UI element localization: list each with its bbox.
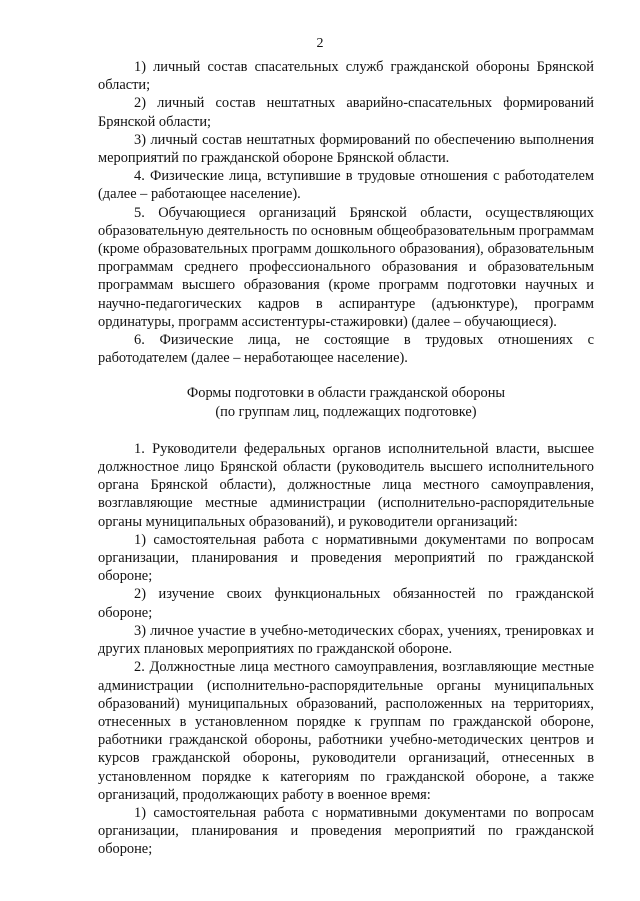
document-body: [98, 58, 594, 859]
section-heading-line2: (по группам лиц, подлежащих подготовке): [215, 403, 477, 420]
paragraph-study-duties: 2) изучение своих функциональных обязанностей по гражданской обороне;: [98, 586, 594, 621]
section-heading-line1: Формы подготовки в области гражданской обороны: [186, 385, 506, 402]
paragraph-nonworking-population: 6. Физические лица, не состоящие в трудовых отношениях с работодателем (далее – неработающее население).: [98, 332, 594, 367]
paragraph-participation: 3) личное участие в учебно-методических сборах, учениях, тренировках и других плановых мероприятиях по гражданской обороне.: [98, 622, 594, 658]
paragraph-self-study-docs-2: 1) самостоятельная работа с нормативными документами по вопросам организации, планирования и проведения мероприятий по гражданской обороне;: [98, 804, 594, 858]
page-number: 2: [316, 36, 324, 51]
paragraph-local-officials: 2. Должностные лица местного самоуправления, возглавляющие местные администрации (исполнительно-распорядительные органы муниципальных образований) муниципальных образований, расположенных на территориях, отнесенных в установленном порядке к группам по гражданской обороне, работники гражданской обороны, работники учебно-методических центров и курсов гражданской обороны, руководители организаций, отнесенных в установленном порядке к категориям по гражданской обороне, а также организаций, продолжающих работу в военное время:: [98, 659, 594, 803]
paragraph-emergency-formations: 2) личный состав нештатных аварийно-спасательных формирований Брянской области;: [98, 95, 594, 130]
paragraph-rescue-services: 1) личный состав спасательных служб гражданской обороны Брянской области;: [98, 59, 594, 94]
section-heading: [98, 384, 594, 420]
paragraph-students: 5. Обучающиеся организаций Брянской области, осуществляющих образовательную деятельность по основным общеобразовательным программам (кроме образовательных программ дошкольного образования), образовательным программам среднего профессионального образования и образовательным программам высшего образования (кроме программ подготовки научных и научно-педагогических кадров в аспирантуре (адъюнктуре), программ ординатуры, программ ассистентуры-стажировки) (далее – обучающиеся).: [98, 204, 594, 330]
paragraph-federal-leaders: 1. Руководители федеральных органов исполнительной власти, высшее должностное лицо Брянской области (руководитель высшего исполнительного органа Брянской области), должностные лица местного самоуправления, возглавляющие местные администрации (исполнительно-распорядительные органы муниципальных образований), и руководители организаций:: [98, 440, 594, 530]
paragraph-nonstaff-formations: 3) личный состав нештатных формирований по обеспечению выполнения мероприятий по гражданской обороне Брянской области.: [98, 131, 594, 167]
paragraph-self-study-docs: 1) самостоятельная работа с нормативными документами по вопросам организации, планирования и проведения мероприятий по гражданской обороне;: [98, 531, 594, 585]
paragraph-working-population: 4. Физические лица, вступившие в трудовые отношения с работодателем (далее – работающее население).: [98, 168, 594, 203]
